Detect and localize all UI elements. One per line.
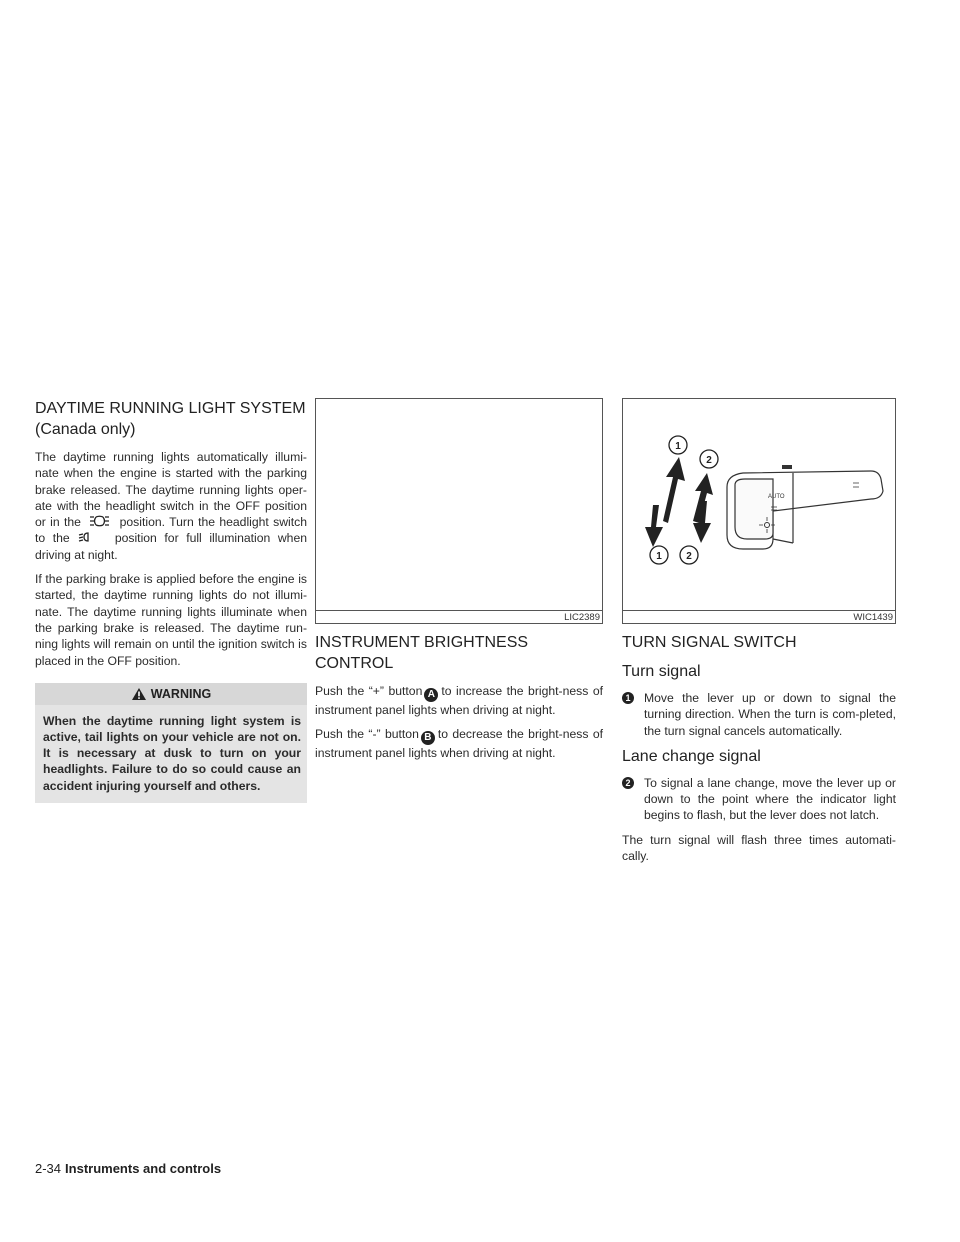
figure-caption-rule bbox=[316, 610, 602, 611]
drl-title-line1: DAYTIME RUNNING LIGHT SYSTEM bbox=[35, 400, 306, 417]
callout-1-bottom bbox=[650, 546, 668, 564]
item-text: To signal a lane change, move the lever up or down to the point where the indicator light begins to flash, but the lever does not latch. bbox=[644, 775, 896, 823]
drl-title-line2: (Canada only) bbox=[35, 421, 136, 438]
page-footer bbox=[35, 1161, 221, 1176]
figure-code: LIC2389 bbox=[564, 612, 600, 623]
headlight-icon bbox=[77, 531, 107, 543]
callout-2-top bbox=[700, 450, 718, 468]
drl-paragraph-1: The daytime running lights automatically illumi-nate when the engine is started with the parking brake released. The daytime running lights oper-ate with the headlight switch in the OFF position or in the position. Turn the headlight switch to the position for full illumination when driving at night. bbox=[35, 450, 308, 562]
drl-paragraph-2: If the parking brake is applied before the engine is started, the daytime running lights do not illumi-nate. The daytime running lights illuminate when the parking brake is released. The daytime run-ning lights will remain on until the ignition switch is placed in the OFF position. bbox=[35, 572, 307, 668]
arrow-down-1 bbox=[645, 505, 663, 547]
lever-body bbox=[727, 471, 883, 549]
brightness-paragraph-2: Push the “-” button B to decrease the bright-ness of instrument panel lights when driving at night. bbox=[315, 727, 603, 761]
warning-label: WARNING bbox=[150, 686, 212, 701]
turn-signal-title: TURN SIGNAL SWITCH bbox=[622, 634, 797, 651]
parking-light-icon bbox=[85, 515, 115, 527]
callout-a: A bbox=[424, 688, 438, 702]
arrow-down-2 bbox=[693, 501, 711, 543]
item-number-1: 1 bbox=[622, 692, 634, 704]
svg-text:1: 1 bbox=[656, 551, 662, 562]
turn-signal-section bbox=[622, 398, 896, 872]
callout-b: B bbox=[421, 731, 435, 745]
item-text: Move the lever up or down to signal the turning direction. When the turn is com-pleted, the turn signal cancels automatically. bbox=[644, 691, 896, 738]
brightness-title: INSTRUMENT BRIGHTNESS CONTROL bbox=[315, 634, 529, 672]
brightness-paragraph-1: Push the “+” button A to increase the bright-ness of instrument panel lights when driving at night. bbox=[315, 684, 604, 717]
warning-text: When the daytime running light system is active, tail lights on your vehicle are not on. It is necessary at dusk to turn on your headlights. Failure to do so could cause an accident injuring yourself and others. bbox=[43, 713, 301, 793]
svg-text:1: 1 bbox=[675, 441, 681, 452]
turn-signal-subtitle: Turn signal bbox=[622, 663, 701, 680]
svg-text:2: 2 bbox=[706, 455, 712, 466]
item-number-2: 2 bbox=[622, 777, 634, 789]
callout-2-bottom bbox=[680, 546, 698, 564]
turn-signal-note: The turn signal will flash three times automati-cally. bbox=[622, 832, 896, 864]
warning-triangle-icon bbox=[131, 687, 147, 701]
turn-signal-figure bbox=[622, 398, 896, 624]
section-title: Instruments and controls bbox=[65, 1161, 222, 1176]
drl-section bbox=[35, 398, 307, 803]
list-item bbox=[622, 690, 896, 739]
auto-label: AUTO bbox=[768, 494, 785, 500]
figure-caption-rule bbox=[623, 610, 895, 611]
callout-1-top bbox=[669, 436, 687, 454]
list-item bbox=[622, 775, 896, 824]
svg-text:2: 2 bbox=[686, 551, 692, 562]
figure-code: WIC1439 bbox=[853, 612, 893, 623]
brightness-section bbox=[315, 398, 603, 770]
turn-signal-lever-illustration bbox=[623, 399, 895, 609]
drl-title bbox=[35, 398, 307, 440]
arrow-up-1 bbox=[663, 457, 685, 523]
page-number: 2-34 bbox=[35, 1161, 62, 1176]
brightness-figure bbox=[315, 398, 603, 624]
warning-box bbox=[35, 683, 307, 803]
warning-header bbox=[35, 683, 307, 705]
lane-change-subtitle: Lane change signal bbox=[622, 747, 761, 765]
